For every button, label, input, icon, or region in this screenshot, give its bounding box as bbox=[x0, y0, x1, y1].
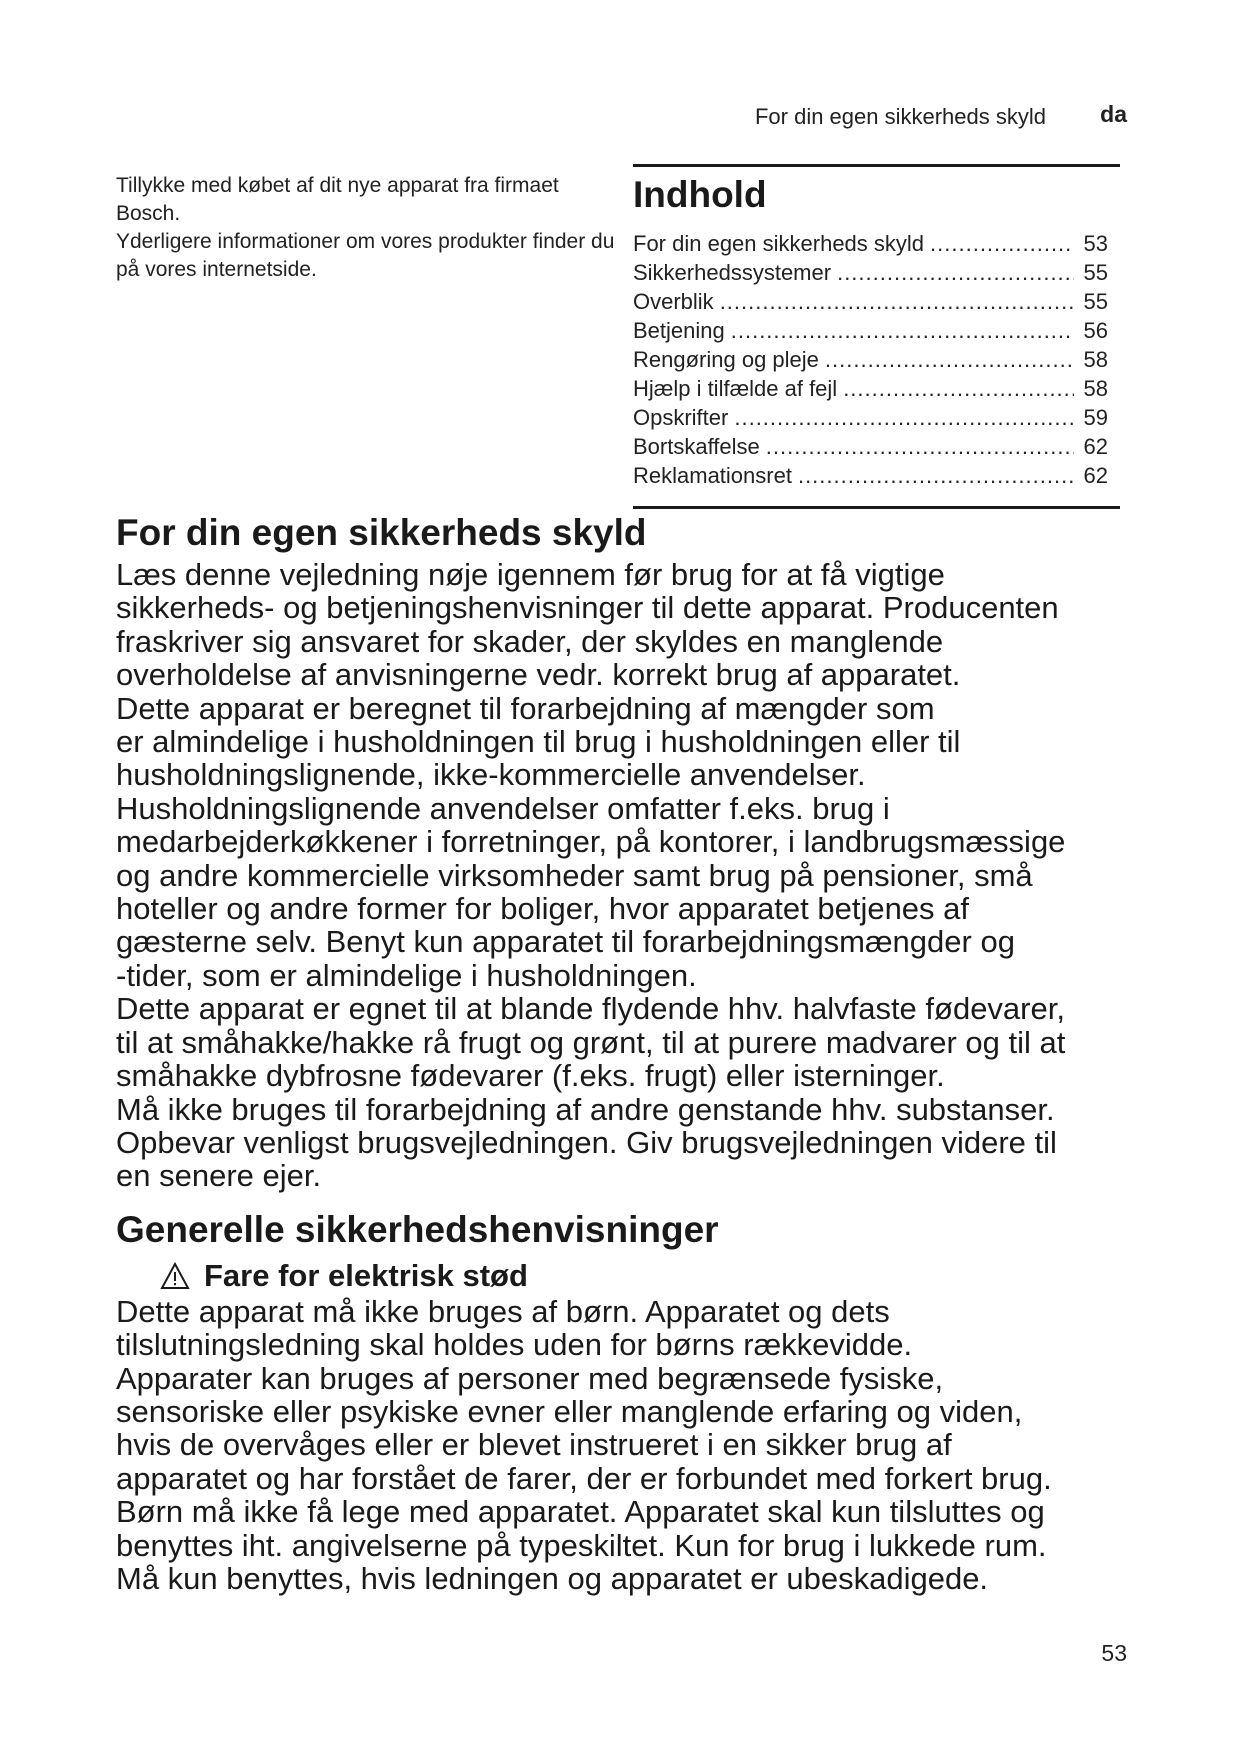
subsection-heading: Generelle sikkerhedshenvisninger bbox=[116, 1208, 719, 1250]
toc-item-label: Reklamationsret bbox=[633, 463, 792, 488]
toc-item[interactable] bbox=[633, 229, 1108, 258]
toc-leader-dots bbox=[734, 403, 1074, 432]
toc-item-page: 59 bbox=[1083, 405, 1108, 430]
text-line: småhakke dybfrosne fødevarer (f.eks. frugt) eller isterninger. bbox=[116, 1058, 945, 1094]
toc-leader-dots bbox=[766, 432, 1074, 461]
intro-line: Tillykke med købet af dit nye apparat fra firmaet Bosch. bbox=[116, 174, 559, 225]
text-line: Dette apparat må ikke bruges af børn. Apparatet og dets bbox=[116, 1293, 890, 1329]
toc-item[interactable] bbox=[633, 432, 1108, 461]
section-heading: For din egen sikkerheds skyld bbox=[116, 512, 647, 553]
text-line: Opbevar venligst brugsvejledningen. Giv brugsvejledningen videre til bbox=[116, 1124, 1057, 1160]
toc-item-page: 55 bbox=[1083, 289, 1108, 314]
text-line: husholdningslignende, ikke-kommercielle anvendelser. bbox=[116, 757, 866, 793]
toc-item-page: 55 bbox=[1083, 260, 1108, 285]
text-line: til at småhakke/hakke rå frugt og grønt, til at purere madvarer og til at bbox=[116, 1024, 1066, 1060]
toc-item[interactable] bbox=[633, 316, 1108, 345]
text-line: Dette apparat er egnet til at blande flydende hhv. halvfaste fødevarer, bbox=[116, 991, 1065, 1027]
toc-leader-dots bbox=[843, 374, 1074, 403]
text-line: en senere ejer. bbox=[116, 1158, 322, 1194]
text-line: og andre kommercielle virksomheder samt brug på pensioner, små bbox=[116, 857, 1033, 893]
toc-list bbox=[633, 229, 1120, 490]
toc-item[interactable] bbox=[633, 374, 1108, 403]
page-header bbox=[0, 101, 1241, 134]
header-title: For din egen sikkerheds skyld bbox=[754, 104, 1046, 129]
text-line: apparatet og har forstået de farer, der er forbundet med forkert brug. bbox=[116, 1460, 1052, 1496]
toc-title: Indhold bbox=[633, 174, 767, 215]
toc-item-page: 58 bbox=[1083, 376, 1108, 401]
text-line: hvis de overvåges eller er blevet instrueret i en sikker brug af bbox=[116, 1427, 952, 1463]
text-line: Må kun benyttes, hvis ledningen og apparatet er ubeskadigede. bbox=[116, 1560, 989, 1596]
text-line: fraskriver sig ansvaret for skader, der skyldes en manglende bbox=[116, 623, 944, 659]
text-line: Læs denne vejledning nøje igennem før brug for at få vigtige bbox=[116, 557, 945, 592]
toc-item[interactable] bbox=[633, 403, 1108, 432]
toc-item-label: Opskrifter bbox=[633, 405, 729, 430]
toc-leader-dots bbox=[798, 461, 1074, 490]
toc-leader-dots bbox=[825, 345, 1074, 374]
text-line: Børn må ikke få lege med apparatet. Apparatet skal kun tilsluttes og bbox=[116, 1494, 1045, 1530]
toc-leader-dots bbox=[720, 287, 1074, 316]
toc-item-label: Sikkerhedssystemer bbox=[633, 260, 832, 285]
toc-item-label: Overblik bbox=[633, 289, 714, 314]
warning-title bbox=[160, 1257, 1126, 1295]
language-code: da bbox=[1100, 101, 1127, 127]
text-line: medarbejderkøkkener i forretninger, på kontorer, i landbrugsmæssige bbox=[116, 824, 1066, 860]
intro-line: Yderligere informationer om vores produkter finder du på vores internetside. bbox=[116, 230, 615, 281]
toc-item-page: 53 bbox=[1083, 231, 1108, 256]
toc-item[interactable] bbox=[633, 461, 1108, 490]
page-number: 53 bbox=[1101, 1640, 1127, 1666]
toc-leader-dots bbox=[731, 316, 1074, 345]
text-line: benyttes iht. angivelserne på typeskiltet. Kun for brug i lukkede rum. bbox=[116, 1527, 1047, 1563]
toc-leader-dots bbox=[930, 229, 1074, 258]
toc-item[interactable] bbox=[633, 258, 1108, 287]
text-line: er almindelige i husholdningen til brug i husholdningen eller til bbox=[116, 724, 961, 760]
toc-item[interactable] bbox=[633, 287, 1108, 316]
text-line: -tider, som er almindelige i husholdningen. bbox=[116, 957, 697, 993]
warning-triangle-icon bbox=[160, 1262, 190, 1290]
main-content bbox=[116, 508, 1126, 1595]
text-line: Dette apparat er beregnet til forarbejdning af mængder som bbox=[116, 690, 935, 726]
toc-leader-dots bbox=[837, 258, 1074, 287]
toc-item-page: 62 bbox=[1083, 434, 1108, 459]
toc-item-label: Hjælp i tilfælde af fejl bbox=[633, 376, 838, 401]
toc-item-label: Rengøring og pleje bbox=[633, 347, 819, 372]
text-line: hoteller og andre former for boliger, hvor apparatet betjenes af bbox=[116, 891, 970, 927]
toc-item-label: Bortskaffelse bbox=[633, 434, 760, 459]
toc-item-label: For din egen sikkerheds skyld bbox=[633, 231, 925, 256]
warning-body bbox=[116, 1295, 1126, 1596]
text-line: sikkerheds- og betjeningshenvisninger til dette apparat. Producenten bbox=[116, 590, 1059, 626]
section-body bbox=[116, 558, 1126, 1193]
toc-top-rule bbox=[633, 164, 1120, 167]
text-line: tilslutningsledning skal holdes uden for børns rækkevidde. bbox=[116, 1327, 913, 1363]
toc-item[interactable] bbox=[633, 345, 1108, 374]
text-line: sensoriske eller psykiske evner eller manglende erfaring og viden, bbox=[116, 1393, 1023, 1429]
toc-item-page: 62 bbox=[1083, 463, 1108, 488]
text-line: Må ikke bruges til forarbejdning af andre genstande hhv. substanser. bbox=[116, 1091, 1055, 1127]
text-line: Husholdningslignende anvendelser omfatter f.eks. brug i bbox=[116, 790, 890, 826]
text-line: overholdelse af anvisningerne vedr. korrekt brug af apparatet. bbox=[116, 657, 961, 693]
toc-item-page: 56 bbox=[1083, 318, 1108, 343]
table-of-contents bbox=[633, 164, 1120, 490]
warning-title-text: Fare for elektrisk stød bbox=[204, 1257, 528, 1293]
toc-item-label: Betjening bbox=[633, 318, 725, 343]
text-line: Apparater kan bruges af personer med begrænsede fysiske, bbox=[116, 1360, 944, 1396]
text-line: gæsterne selv. Benyt kun apparatet til forarbejdningsmængder og bbox=[116, 924, 1015, 960]
intro-text bbox=[116, 172, 616, 284]
toc-item-page: 58 bbox=[1083, 347, 1108, 372]
